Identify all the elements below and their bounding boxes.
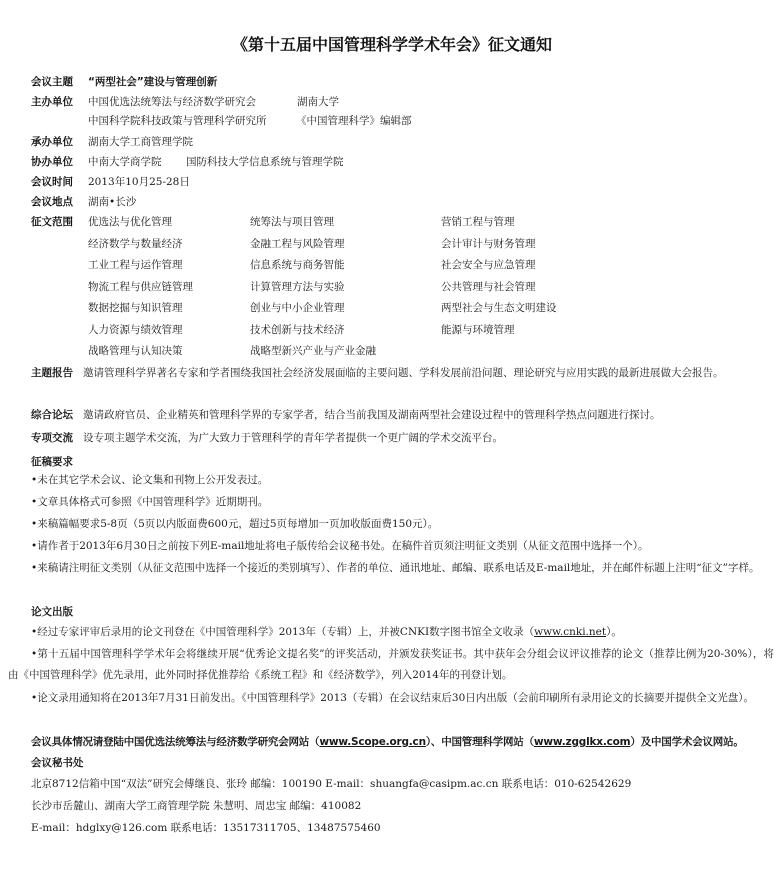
scope-item: 社会安全与应急管理 — [441, 259, 536, 271]
zgglkx-website-link[interactable]: www.zgglkx.com — [533, 736, 631, 748]
publication-item-1-post: ）。 — [606, 626, 622, 638]
scope-item: 金融工程与风险管理 — [250, 237, 345, 250]
scope-item: 物流工程与供应链管理 — [88, 280, 193, 293]
scope-item: 数据挖掘与知识管理 — [88, 302, 183, 314]
cnki-link[interactable]: www.cnki.net — [534, 626, 607, 638]
forum-text: 邀请政府官员、企业精英和管理科学界的专家学者，结合当前我国及湖南两型社会建设过程中的管理科学热点问题进行探讨。 — [83, 409, 661, 421]
scope-website-link[interactable]: www.Scope.org.cn — [319, 736, 426, 748]
page-title: 《第十五届中国管理科学学术年会》征文通知 — [231, 35, 552, 54]
scope-item: 工业工程与运作管理 — [88, 259, 183, 271]
scope-item: 技术创新与技术经济 — [250, 323, 345, 336]
scope-item: 会计审计与财务管理 — [441, 237, 536, 250]
keynote-section — [8, 362, 774, 384]
requirement-item: •来稿篇幅要求5-8页（5页以内版面费600元，超过5页每增加一页加收版面费150元）。 — [31, 518, 439, 530]
scope-item: 统筹法与项目管理 — [250, 216, 334, 228]
host-value-2: 湖南大学 — [297, 96, 339, 108]
forum-section — [8, 404, 774, 426]
scope-item: 计算管理方法与实验 — [250, 280, 345, 293]
website-pre: 会议具体情况请登陆中国优选法统筹法与经济数学研究会网站（ — [31, 736, 320, 748]
special-text: 设专项主题学术交流，为广大致力于管理科学的青年学者提供一个更广阔的学术交流平台。 — [83, 432, 503, 444]
requirement-item: •来稿请注明征文类别（从征文范围中选择一个接近的类别填写）、作者的单位、通讯地址、邮编、联系电话及E-mail地址，并在邮件标题上注明“征文”字样。 — [31, 562, 760, 574]
scope-item: 两型社会与生态文明建设 — [441, 302, 557, 314]
scope-item: 公共管理与社会管理 — [441, 280, 536, 293]
organizer-label: 承办单位 — [31, 136, 73, 148]
host-value-3: 中国科学院科技政策与管理科学研究所 — [88, 115, 267, 127]
place-row — [0, 195, 784, 209]
secretariat-label: 会议秘书处 — [31, 757, 84, 769]
special-label: 专项交流 — [31, 432, 73, 444]
scope-item: 经济数学与数量经济 — [88, 237, 183, 250]
scope-label: 征文范围 — [31, 216, 73, 228]
host-row-2 — [0, 114, 784, 128]
organizer-value: 湖南大学工商管理学院 — [88, 136, 193, 148]
scope-item: 能源与环境管理 — [441, 323, 515, 336]
scope-item: 营销工程与管理 — [441, 216, 515, 228]
requirement-item: •请作者于2013年6月30日之前按下列E-mail地址将电子版传给会议秘书处。在稿件首页须注明征文类别（从征文范围中选择一个）。 — [31, 540, 649, 552]
place-label: 会议地点 — [31, 196, 73, 208]
website-post: ）及中国学术会议网站。 — [630, 736, 744, 748]
time-row — [0, 175, 784, 189]
website-line — [31, 734, 744, 749]
secretariat-line-1: 北京8712信箱中国“双法”研究会傅继良、张玲 邮编：100190 E-mail：shuangfa@casipm.ac.cn 联系电话：010-62542629 — [31, 778, 632, 790]
scope-item: 创业与中小企业管理 — [250, 302, 345, 314]
scope-item: 战略型新兴产业与产业金融 — [250, 345, 376, 357]
publication-item-1 — [8, 622, 774, 643]
theme-label: 会议主题 — [31, 76, 73, 88]
host-value-1: 中国优选法统筹法与经济数学研究会 — [88, 96, 256, 108]
scope-item: 优选法与优化管理 — [88, 216, 172, 228]
host-label: 主办单位 — [31, 96, 73, 108]
publication-label: 论文出版 — [31, 606, 73, 618]
secretariat-line-3: E-mail：hdglxy@126.com 联系电话：13517311705、13487575460 — [31, 822, 381, 834]
host-value-4: 《中国管理科学》编辑部 — [296, 115, 412, 127]
website-mid: ）、中国管理科学网站（ — [425, 736, 534, 748]
requirement-item: •未在其它学术会议、论文集和刊物上公开发表过。 — [31, 474, 269, 486]
requirements-label: 征稿要求 — [31, 456, 73, 468]
place-value: 湖南•长沙 — [88, 196, 137, 208]
forum-label: 综合论坛 — [31, 409, 73, 421]
host-row-1 — [0, 95, 784, 109]
requirement-item: •文章具体格式可参照《中国管理科学》近期期刊。 — [31, 496, 269, 508]
special-section — [8, 427, 774, 449]
publication-item-3: •论文录用通知将在2013年7月31日前发出。《中国管理科学》2013（专辑）在会议结束后30日内出版（会前印刷所有录用论文的长摘要并提供全文光盘）。 — [31, 692, 755, 704]
secretariat-line-2: 长沙市岳麓山、湖南大学工商管理学院 朱慧明、周忠宝 邮编：410082 — [31, 800, 362, 812]
scope-item: 信息系统与商务智能 — [250, 259, 345, 271]
publication-item-2: •第十五届中国管理科学学术年会将继续开展“优秀论文提名奖”的评奖活动，并颁发获奖证书。其中获年会分组会议评议推荐的论文（推荐比例为20-30%），将由《中国管理科学》优先录用，此外同时择优推荐给《系统工程》和《经济数学》，列入2014年的刊登计划。 — [8, 648, 774, 681]
keynote-label: 主题报告 — [31, 367, 73, 379]
co-organizer-label: 协办单位 — [31, 156, 73, 168]
co-organizer-value-2: 国防科技大学信息系统与管理学院 — [186, 156, 344, 168]
theme-row — [0, 75, 784, 89]
co-organizer-value-1: 中南大学商学院 — [88, 156, 162, 168]
co-organizer-row — [0, 155, 784, 169]
theme-value: “两型社会”建设与管理创新 — [88, 76, 218, 88]
time-value: 2013年10月25-28日 — [88, 176, 190, 188]
scope-item: 战略管理与认知决策 — [88, 345, 183, 357]
scope-item: 人力资源与绩效管理 — [88, 323, 183, 336]
time-label: 会议时间 — [31, 176, 73, 188]
organizer-row — [0, 135, 784, 149]
publication-item-1-pre: •经过专家评审后录用的论文刊登在《中国管理科学》2013年（专辑）上，并被CNKI数字图书馆全文收录（ — [31, 626, 535, 638]
keynote-text: 邀请管理科学界著名专家和学者围绕我国社会经济发展面临的主要问题、学科发展前沿问题、理论研究与应用实践的最新进展做大会报告。 — [83, 367, 724, 379]
